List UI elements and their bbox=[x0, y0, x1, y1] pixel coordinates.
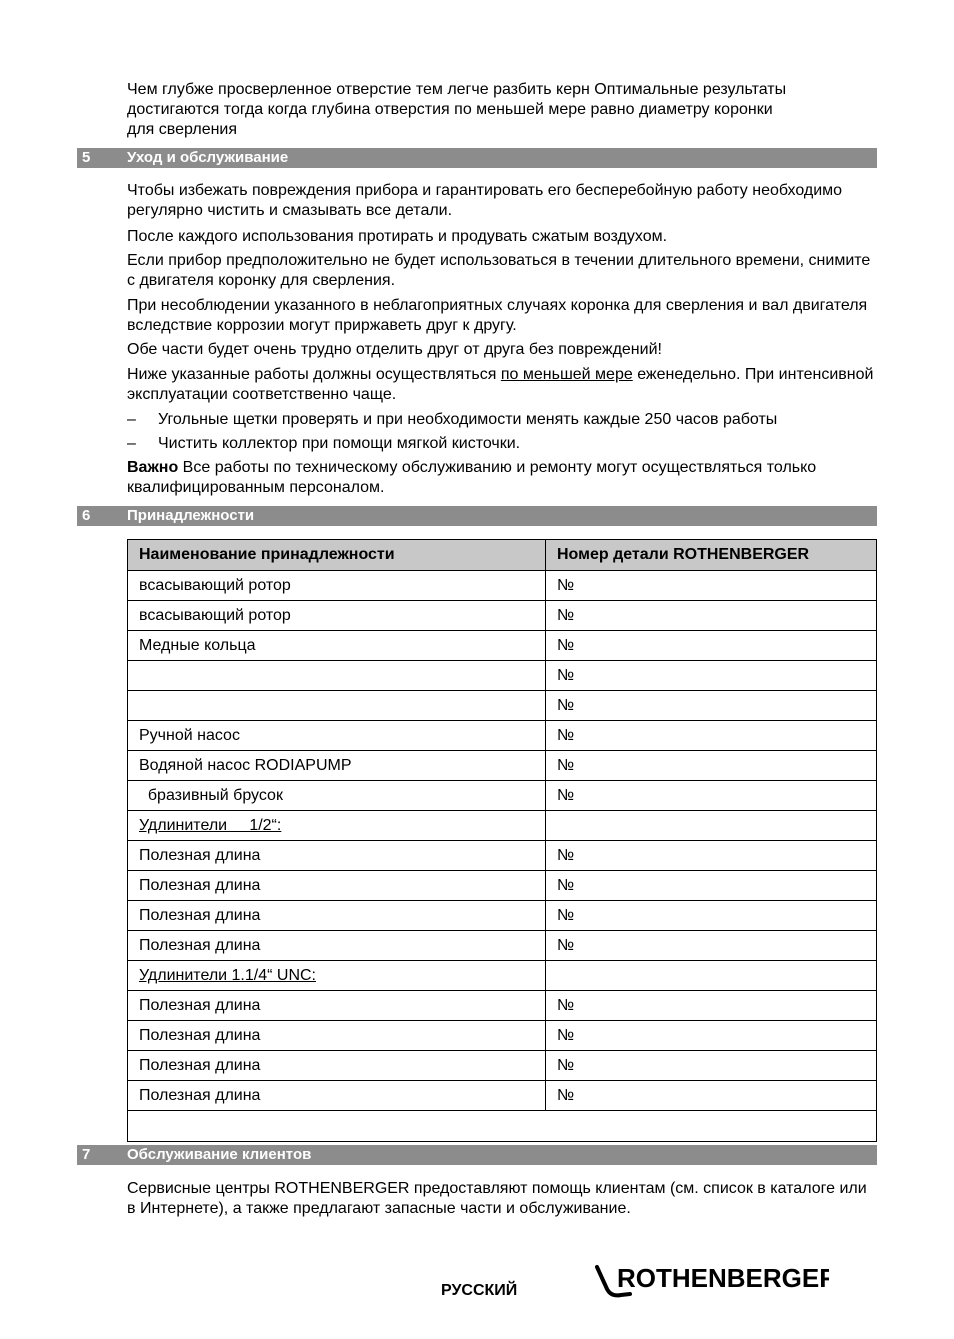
accessory-name: Полезная длина bbox=[128, 931, 546, 961]
part-number: № bbox=[546, 721, 877, 751]
s5-p6-post: еженедельно. При интенсивной эксплуатации соответственно чаще. bbox=[127, 366, 874, 403]
table-row bbox=[128, 1081, 877, 1111]
important-label: Важно bbox=[127, 459, 179, 476]
accessory-name: всасывающий ротор bbox=[128, 571, 546, 601]
table-row bbox=[128, 901, 877, 931]
s5-paragraph-1: Чтобы избежать повреждения прибора и гарантировать его бесперебойную работу необходимо регулярно чистить и смазывать все детали. bbox=[127, 182, 843, 219]
accessory-name bbox=[128, 691, 546, 721]
accessory-name: Ручной насос bbox=[128, 721, 546, 751]
section-7-number: 7 bbox=[82, 1146, 91, 1163]
part-number: № bbox=[546, 871, 877, 901]
part-number: № bbox=[546, 571, 877, 601]
table-row bbox=[128, 601, 877, 631]
table-row bbox=[128, 871, 877, 901]
part-number: № bbox=[546, 631, 877, 661]
important-text: Все работы по техническому обслуживанию и ремонту могут осуществляться только квалифицированным персоналом. bbox=[127, 459, 817, 496]
section-7-title: Обслуживание клиентов bbox=[127, 1146, 312, 1163]
accessory-name: Водяной насос RODIAPUMP bbox=[128, 751, 546, 781]
rothenberger-logo bbox=[594, 1262, 829, 1310]
accessories-table bbox=[127, 539, 877, 1142]
accessory-name: Полезная длина bbox=[128, 991, 546, 1021]
part-number: № bbox=[546, 931, 877, 961]
accessory-name: Полезная длина bbox=[128, 841, 546, 871]
dash-bullet: – bbox=[127, 411, 136, 428]
section-6-header bbox=[77, 506, 877, 526]
table-row bbox=[128, 811, 877, 841]
empty-cell bbox=[128, 1111, 877, 1142]
part-number: № bbox=[546, 781, 877, 811]
part-number: № bbox=[546, 1051, 877, 1081]
table-row bbox=[128, 571, 877, 601]
section-5-header bbox=[77, 148, 877, 168]
s5-p6-pre: Ниже указанные работы должны осуществляться bbox=[127, 366, 501, 383]
s5-paragraph-2: После каждого использования протирать и продувать сжатым воздухом. bbox=[127, 228, 668, 245]
table-row bbox=[128, 931, 877, 961]
part-number: № bbox=[546, 601, 877, 631]
dash-bullet: – bbox=[127, 435, 136, 452]
table-row bbox=[128, 691, 877, 721]
brand-logo-icon bbox=[594, 1262, 829, 1304]
s7-paragraph-1: Сервисные центры ROTHENBERGER предоставляют помощь клиентам (см. список в каталоге или в Интернете), а также предлагают запасные части и обслуживание. bbox=[127, 1180, 867, 1217]
s5-paragraph-6 bbox=[127, 365, 877, 405]
accessory-name: бразивный брусок bbox=[128, 781, 546, 811]
table-row bbox=[128, 961, 877, 991]
accessory-name: всасывающий ротор bbox=[128, 601, 546, 631]
important-note bbox=[127, 458, 877, 498]
bullet-2-text: Чистить коллектор при помощи мягкой кисточки. bbox=[158, 435, 521, 452]
section-6-number: 6 bbox=[82, 507, 91, 524]
part-number: № bbox=[546, 661, 877, 691]
accessory-group-label: Удлинители 1/2“: bbox=[128, 811, 546, 841]
part-number: № bbox=[546, 691, 877, 721]
col-header-part-number: Номер детали ROTHENBERGER bbox=[546, 540, 877, 571]
intro-line-3: для сверления bbox=[127, 121, 238, 138]
col-header-name: Наименование принадлежности bbox=[128, 540, 546, 571]
table-row bbox=[128, 751, 877, 781]
bullet-1-text: Угольные щетки проверять и при необходимости менять каждые 250 часов работы bbox=[158, 411, 778, 428]
table-row bbox=[128, 1051, 877, 1081]
s5-p6-underline: по меньшей мере bbox=[500, 366, 633, 383]
part-number bbox=[546, 961, 877, 991]
table-row bbox=[128, 721, 877, 751]
table-row bbox=[128, 1021, 877, 1051]
section-7-header bbox=[77, 1145, 877, 1165]
table-row bbox=[128, 781, 877, 811]
brand-logo-text: ROTHENBERGER bbox=[617, 1263, 829, 1293]
part-number: № bbox=[546, 841, 877, 871]
part-number: № bbox=[546, 901, 877, 931]
accessory-name: Полезная длина bbox=[128, 901, 546, 931]
section-5-title: Уход и обслуживание bbox=[127, 149, 289, 166]
table-row bbox=[128, 631, 877, 661]
accessory-name: Полезная длина bbox=[128, 1081, 546, 1111]
accessory-group-label: Удлинители 1.1/4“ UNC: bbox=[128, 961, 546, 991]
accessory-name: Полезная длина bbox=[128, 1021, 546, 1051]
part-number: № bbox=[546, 1021, 877, 1051]
accessory-name: Полезная длина bbox=[128, 1051, 546, 1081]
accessory-name: Полезная длина bbox=[128, 871, 546, 901]
part-number: № bbox=[546, 991, 877, 1021]
s5-paragraph-5: Обе части будет очень трудно отделить друг от друга без повреждений! bbox=[127, 341, 662, 358]
accessory-name bbox=[128, 661, 546, 691]
intro-paragraph bbox=[127, 80, 877, 140]
section-6-title: Принадлежности bbox=[127, 507, 255, 524]
accessory-name: Медные кольца bbox=[128, 631, 546, 661]
part-number: № bbox=[546, 751, 877, 781]
section-5-number: 5 bbox=[82, 149, 91, 166]
footer-language: РУССКИЙ bbox=[441, 1282, 518, 1299]
table-row bbox=[128, 841, 877, 871]
part-number bbox=[546, 811, 877, 841]
intro-line-2: достигаются тогда когда глубина отверстия по меньшей мере равно диаметру коронки bbox=[127, 101, 773, 118]
s5-paragraph-3: Если прибор предположительно не будет использоваться в течении длительного времени, снимите с двигателя коронку для сверления. bbox=[127, 252, 871, 289]
intro-line-1: Чем глубже просверленное отверстие тем легче разбить керн Оптимальные результаты bbox=[127, 81, 787, 98]
s5-paragraph-4: При несоблюдении указанного в неблагоприятных случаях коронка для сверления и вал двигателя вследствие коррозии могут приржаветь друг к другу. bbox=[127, 297, 868, 334]
table-row bbox=[128, 661, 877, 691]
table-row bbox=[128, 991, 877, 1021]
part-number: № bbox=[546, 1081, 877, 1111]
table-row bbox=[128, 1111, 877, 1142]
table-header-row bbox=[128, 540, 877, 571]
